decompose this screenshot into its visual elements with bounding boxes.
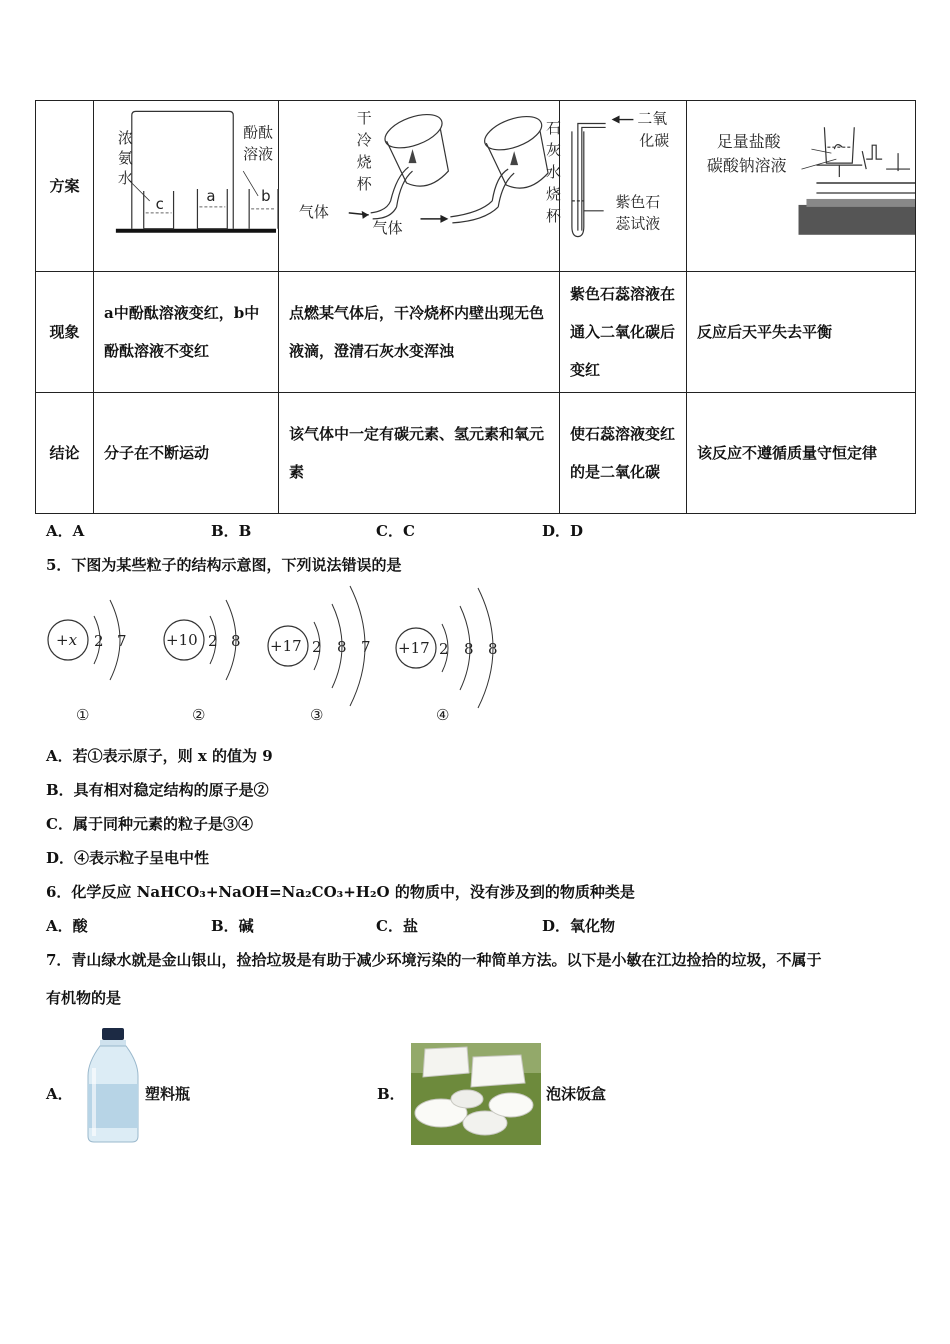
atom-1 [48, 600, 127, 724]
phenol-label-2: 溶液 [243, 145, 274, 164]
atom-2-nucleus: +10 [166, 631, 198, 649]
atom-4-shell-1: 2 [439, 640, 449, 658]
litmus-label-2: 蕊试液 [615, 214, 661, 233]
q4-option-a[interactable]: A．A [46, 522, 85, 540]
atom-3 [268, 586, 371, 724]
atom-3-shell-2: 8 [337, 638, 347, 656]
lime-char-1: 石 [546, 119, 561, 138]
q6-option-d[interactable]: D．氧化物 [542, 917, 616, 935]
q6-option-b[interactable]: B．碱 [211, 917, 254, 935]
q4-option-c[interactable]: C．C [376, 522, 415, 540]
q5-option-a[interactable]: A．若①表示原子，则 x 的值为 9 [46, 747, 273, 765]
q6-stem: 6．化学反应 NaHCO₃+NaOH=Na₂CO₃+H₂O 的物质中，没有涉及到的物质种类是 [46, 883, 635, 901]
atom-structure-diagrams [40, 578, 520, 728]
phenomenon-a: a中酚酞溶液变红，b中酚酞溶液不变红 [94, 272, 279, 393]
q6-option-a[interactable]: A．酸 [46, 917, 88, 935]
conclusion-d: 该反应不遵循质量守恒定律 [687, 393, 916, 514]
atom-3-nucleus: +17 [270, 637, 302, 655]
co2-litmus-diagram [560, 101, 686, 271]
beaker-a-label: a [206, 186, 216, 205]
atom-4-nucleus: +17 [398, 639, 430, 657]
scheme-b-figure [279, 101, 560, 272]
atom-3-shell-3: 7 [361, 638, 371, 656]
q5-option-c[interactable]: C．属于同种元素的粒子是③④ [46, 815, 253, 833]
atom-2-shell-2: 8 [231, 632, 241, 650]
ammonia-char-2: 氨 [117, 149, 133, 168]
scheme-d-figure [687, 101, 916, 272]
q6-option-c[interactable]: C．盐 [376, 917, 418, 935]
gas-combustion-diagram [279, 101, 559, 271]
q5-stem: 5．下图为某些粒子的结构示意图，下列说法错误的是 [46, 556, 402, 574]
conclusion-c: 使石蕊溶液变红的是二氧化碳 [560, 393, 687, 514]
na2co3-label: 碳酸钠溶液 [706, 156, 787, 176]
q4-options [46, 520, 646, 542]
q7-stem-line-2: 有机物的是 [46, 989, 122, 1007]
lime-char-2: 灰 [546, 141, 561, 160]
phenomenon-d: 反应后天平失去平衡 [687, 272, 916, 393]
atom-4-shell-3: 8 [488, 640, 498, 658]
plastic-bottle-label: 塑料瓶 [145, 1085, 191, 1103]
lime-char-5: 杯 [546, 206, 561, 225]
atom-4 [396, 588, 498, 724]
co2-label-1: 二氧 [637, 109, 668, 128]
atom-1-shell-1: 2 [94, 632, 104, 650]
atom-1-tag: ① [76, 706, 90, 724]
table-row-conclusions [36, 393, 916, 514]
phenomenon-c: 紫色石蕊溶液在通入二氧化碳后变红 [560, 272, 687, 393]
row-label-conclusions: 结论 [36, 393, 94, 514]
lime-char-3: 水 [546, 163, 561, 182]
q7-option-a-letter[interactable]: A． [46, 1085, 73, 1103]
scheme-c-figure [560, 101, 687, 272]
co2-label-2: 化碳 [639, 131, 670, 150]
row-label-phenomena: 现象 [36, 272, 94, 393]
beaker-b-label: b [261, 186, 271, 205]
cold-char-1: 干 [356, 109, 372, 128]
row-label-scheme: 方案 [36, 101, 94, 272]
atom-2 [164, 600, 241, 724]
foam-box-label: 泡沫饭盒 [546, 1085, 607, 1103]
cold-char-3: 烧 [356, 153, 372, 172]
atom-3-shell-1: 2 [312, 638, 322, 656]
balance-diagram [687, 101, 915, 271]
q6-options [46, 915, 646, 937]
experiment-table [35, 100, 916, 514]
foam-box-image [411, 1043, 541, 1145]
phenol-label-1: 酚酞 [243, 123, 274, 142]
q4-option-b[interactable]: B．B [211, 522, 252, 540]
table-row-phenomena [36, 272, 916, 393]
plastic-bottle-image [80, 1028, 144, 1144]
q5-option-b[interactable]: B．具有相对稳定结构的原子是② [46, 781, 269, 799]
ammonia-diffusion-diagram [94, 101, 278, 271]
cold-char-4: 杯 [356, 174, 372, 193]
atom-2-shell-1: 2 [208, 632, 218, 650]
q4-option-d[interactable]: D．D [542, 522, 584, 540]
conclusion-b: 该气体中一定有碳元素、氢元素和氧元素 [279, 393, 560, 514]
cold-char-2: 冷 [356, 131, 372, 150]
beaker-c-label: c [155, 194, 164, 213]
atom-3-tag: ③ [310, 706, 324, 724]
gas-label-2: 气体 [372, 218, 403, 237]
table-row-scheme [36, 101, 916, 272]
atom-1-nucleus: +x [56, 631, 78, 649]
atom-4-shell-2: 8 [464, 640, 474, 658]
atom-1-shell-2: 7 [117, 632, 127, 650]
conclusion-a: 分子在不断运动 [94, 393, 279, 514]
phenomenon-b: 点燃某气体后，干冷烧杯内壁出现无色液滴，澄清石灰水变浑浊 [279, 272, 560, 393]
atom-4-tag: ④ [436, 706, 450, 724]
litmus-label-1: 紫色石 [615, 192, 661, 211]
gas-label-1: 气体 [298, 202, 329, 221]
ammonia-char-1: 浓 [117, 129, 133, 148]
atom-2-tag: ② [192, 706, 206, 724]
q7-stem-line-1: 7．青山绿水就是金山银山，捡拾垃圾是有助于减少环境污染的一种简单方法。以下是小敏在江边捡拾的垃圾，不属于 [46, 951, 822, 969]
q7-option-b-letter[interactable]: B． [377, 1085, 405, 1103]
q5-option-d[interactable]: D．④表示粒子呈电中性 [46, 849, 210, 867]
ammonia-char-3: 水 [117, 169, 133, 188]
scheme-a-figure [94, 101, 279, 272]
hcl-label: 足量盐酸 [716, 132, 781, 152]
lime-char-4: 烧 [546, 184, 561, 203]
